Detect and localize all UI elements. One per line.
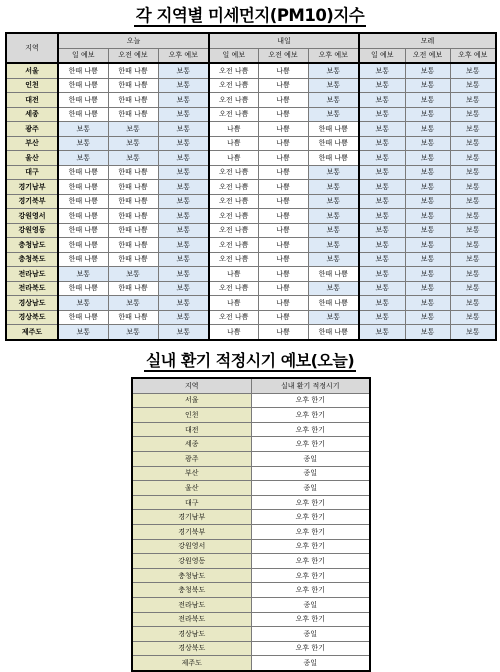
forecast-cell: 한때 나쁨: [108, 93, 158, 108]
table-row: [132, 554, 370, 569]
forecast-cell: 보통: [308, 194, 359, 209]
vent-region-cell: 강원영서: [132, 539, 251, 554]
region-cell: 서울: [6, 63, 58, 78]
forecast-cell: 보통: [359, 223, 405, 238]
forecast-cell: 한때 나쁨: [58, 194, 108, 209]
forecast-cell: 보통: [308, 281, 359, 296]
sub-header: 일 예보: [58, 48, 108, 63]
forecast-cell: 한때 나쁨: [58, 223, 108, 238]
table-row: [6, 107, 496, 122]
forecast-cell: 한때 나쁨: [308, 122, 359, 137]
vent-region-cell: 서울: [132, 393, 251, 408]
vent-time-cell: 종일: [251, 451, 370, 466]
forecast-cell: 보통: [58, 136, 108, 151]
forecast-cell: 나쁨: [258, 325, 308, 340]
forecast-cell: 보통: [359, 209, 405, 224]
forecast-cell: 한때 나쁨: [108, 165, 158, 180]
vent-time-cell: 오후 한기: [251, 568, 370, 583]
forecast-cell: 한때 나쁨: [308, 151, 359, 166]
forecast-cell: 보통: [308, 107, 359, 122]
table-row: [132, 437, 370, 452]
pm10-title-text: 각 지역별 미세먼지(PM10)지수: [135, 6, 365, 25]
forecast-cell: 한때 나쁨: [58, 63, 108, 78]
forecast-cell: 보통: [58, 296, 108, 311]
forecast-cell: 나쁨: [258, 63, 308, 78]
forecast-cell: 보통: [359, 267, 405, 282]
vent-time-cell: 오후 한기: [251, 539, 370, 554]
forecast-cell: 나쁨: [258, 151, 308, 166]
forecast-cell: 보통: [405, 151, 450, 166]
forecast-cell: 나쁨: [209, 267, 258, 282]
forecast-cell: 보통: [405, 310, 450, 325]
forecast-cell: 한때 나쁨: [308, 267, 359, 282]
forecast-cell: 한때 나쁨: [58, 78, 108, 93]
forecast-cell: 보통: [58, 122, 108, 137]
forecast-cell: 보통: [158, 93, 209, 108]
forecast-cell: 보통: [405, 223, 450, 238]
table-row: [132, 568, 370, 583]
forecast-cell: 오전 나쁨: [209, 310, 258, 325]
forecast-cell: 오전 나쁨: [209, 180, 258, 195]
forecast-cell: 보통: [405, 107, 450, 122]
table-row: [132, 539, 370, 554]
vent-region-cell: 전라남도: [132, 597, 251, 612]
forecast-cell: 보통: [405, 194, 450, 209]
forecast-cell: 한때 나쁨: [108, 209, 158, 224]
forecast-cell: 한때 나쁨: [108, 78, 158, 93]
vent-time-cell: 종일: [251, 597, 370, 612]
table-row: [6, 238, 496, 253]
forecast-cell: 나쁨: [258, 93, 308, 108]
vent-time-cell: 오후 한기: [251, 393, 370, 408]
table-row: [6, 136, 496, 151]
ventilation-title: [0, 348, 500, 374]
region-cell: 충청남도: [6, 238, 58, 253]
forecast-cell: 오전 나쁨: [209, 281, 258, 296]
forecast-cell: 나쁨: [258, 180, 308, 195]
vent-region-cell: 경상북도: [132, 641, 251, 656]
region-cell: 세종: [6, 107, 58, 122]
forecast-cell: 보통: [450, 238, 496, 253]
sub-header: 오후 예보: [158, 48, 209, 63]
forecast-cell: 보통: [308, 238, 359, 253]
forecast-cell: 한때 나쁨: [108, 63, 158, 78]
pm10-title: [0, 4, 500, 28]
forecast-cell: 오전 나쁨: [209, 194, 258, 209]
region-cell: 충청북도: [6, 252, 58, 267]
forecast-cell: 보통: [158, 267, 209, 282]
forecast-cell: 나쁨: [209, 325, 258, 340]
forecast-cell: 나쁨: [258, 165, 308, 180]
table-row: [132, 612, 370, 627]
forecast-cell: 보통: [450, 267, 496, 282]
forecast-cell: 보통: [450, 310, 496, 325]
forecast-cell: 보통: [308, 209, 359, 224]
forecast-cell: 한때 나쁨: [108, 107, 158, 122]
forecast-cell: 보통: [450, 296, 496, 311]
table-row: [6, 325, 496, 340]
vent-region-cell: 경기북부: [132, 524, 251, 539]
forecast-cell: 보통: [158, 180, 209, 195]
forecast-cell: 오전 나쁨: [209, 238, 258, 253]
region-cell: 경상북도: [6, 310, 58, 325]
forecast-cell: 한때 나쁨: [58, 238, 108, 253]
forecast-cell: 보통: [359, 63, 405, 78]
forecast-cell: 보통: [158, 325, 209, 340]
region-cell: 경기남부: [6, 180, 58, 195]
forecast-cell: 보통: [405, 296, 450, 311]
forecast-cell: 보통: [450, 325, 496, 340]
table-row: [6, 296, 496, 311]
forecast-cell: 보통: [158, 238, 209, 253]
table-row: [6, 310, 496, 325]
forecast-cell: 오전 나쁨: [209, 165, 258, 180]
table-row: [6, 63, 496, 78]
table-row: [132, 597, 370, 612]
vent-region-cell: 인천: [132, 408, 251, 423]
vent-region-cell: 제주도: [132, 656, 251, 671]
forecast-cell: 보통: [308, 252, 359, 267]
forecast-cell: 오전 나쁨: [209, 252, 258, 267]
forecast-cell: 보통: [108, 325, 158, 340]
forecast-cell: 보통: [450, 209, 496, 224]
forecast-cell: 보통: [405, 252, 450, 267]
forecast-cell: 나쁨: [258, 310, 308, 325]
forecast-cell: 보통: [158, 165, 209, 180]
table-row: [6, 252, 496, 267]
vent-time-cell: 오후 한기: [251, 437, 370, 452]
forecast-cell: 한때 나쁨: [58, 165, 108, 180]
day-header-today: 오늘: [58, 33, 209, 48]
forecast-cell: 보통: [158, 78, 209, 93]
forecast-cell: 오전 나쁨: [209, 93, 258, 108]
sub-header: 오후 예보: [308, 48, 359, 63]
vent-region-cell: 울산: [132, 481, 251, 496]
region-cell: 경기북부: [6, 194, 58, 209]
forecast-cell: 보통: [450, 194, 496, 209]
sub-header: 오후 예보: [450, 48, 496, 63]
forecast-cell: 보통: [359, 281, 405, 296]
forecast-cell: 오전 나쁨: [209, 223, 258, 238]
forecast-cell: 나쁨: [209, 151, 258, 166]
sub-header: 일 예보: [209, 48, 258, 63]
table-row: [132, 393, 370, 408]
table-row: [132, 481, 370, 496]
forecast-cell: 보통: [450, 63, 496, 78]
region-cell: 대구: [6, 165, 58, 180]
forecast-cell: 오전 나쁨: [209, 78, 258, 93]
forecast-cell: 한때 나쁨: [108, 194, 158, 209]
forecast-cell: 나쁨: [209, 136, 258, 151]
forecast-cell: 보통: [58, 325, 108, 340]
forecast-cell: 보통: [158, 151, 209, 166]
forecast-cell: 보통: [405, 325, 450, 340]
forecast-cell: 보통: [108, 267, 158, 282]
forecast-cell: 보통: [450, 180, 496, 195]
forecast-cell: 보통: [359, 310, 405, 325]
table-row: [132, 466, 370, 481]
vent-time-cell: 오후 한기: [251, 510, 370, 525]
table-row: [6, 209, 496, 224]
table-row: [132, 641, 370, 656]
forecast-cell: 보통: [450, 151, 496, 166]
forecast-cell: 보통: [108, 296, 158, 311]
forecast-cell: 오전 나쁨: [209, 209, 258, 224]
forecast-cell: 보통: [359, 107, 405, 122]
forecast-cell: 보통: [450, 78, 496, 93]
forecast-cell: 보통: [450, 252, 496, 267]
forecast-cell: 보통: [450, 281, 496, 296]
table-row: [132, 422, 370, 437]
region-cell: 인천: [6, 78, 58, 93]
forecast-cell: 한때 나쁨: [58, 252, 108, 267]
vent-time-cell: 종일: [251, 627, 370, 642]
forecast-cell: 나쁨: [258, 78, 308, 93]
forecast-cell: 한때 나쁨: [58, 93, 108, 108]
forecast-cell: 보통: [405, 267, 450, 282]
forecast-cell: 보통: [405, 122, 450, 137]
forecast-cell: 보통: [158, 107, 209, 122]
forecast-cell: 보통: [405, 63, 450, 78]
forecast-cell: 한때 나쁨: [308, 136, 359, 151]
table-row: [6, 122, 496, 137]
forecast-cell: 보통: [450, 165, 496, 180]
table-row: [132, 583, 370, 598]
vent-region-cell: 대전: [132, 422, 251, 437]
table-row: [132, 510, 370, 525]
region-cell: 부산: [6, 136, 58, 151]
forecast-cell: 보통: [158, 281, 209, 296]
vent-time-cell: 오후 한기: [251, 495, 370, 510]
vent-time-cell: 종일: [251, 656, 370, 671]
day-header-dayafter: 모레: [359, 33, 496, 48]
forecast-cell: 보통: [405, 93, 450, 108]
table-row: [132, 495, 370, 510]
forecast-cell: 한때 나쁨: [108, 180, 158, 195]
forecast-cell: 보통: [158, 63, 209, 78]
forecast-cell: 보통: [405, 136, 450, 151]
forecast-cell: 보통: [158, 296, 209, 311]
vent-time-cell: 종일: [251, 481, 370, 496]
vent-time-cell: 오후 한기: [251, 422, 370, 437]
header-row-periods: [6, 48, 496, 63]
forecast-cell: 보통: [308, 180, 359, 195]
vent-region-cell: 전라북도: [132, 612, 251, 627]
forecast-cell: 보통: [158, 122, 209, 137]
region-cell: 울산: [6, 151, 58, 166]
forecast-cell: 나쁨: [258, 223, 308, 238]
forecast-cell: 보통: [405, 209, 450, 224]
region-cell: 제주도: [6, 325, 58, 340]
table-row: [6, 93, 496, 108]
table-row: [6, 194, 496, 209]
forecast-cell: 한때 나쁨: [58, 180, 108, 195]
table-row: [6, 151, 496, 166]
table-row: [132, 627, 370, 642]
forecast-cell: 한때 나쁨: [108, 252, 158, 267]
vent-region-cell: 충청북도: [132, 583, 251, 598]
table-row: [132, 524, 370, 539]
vent-region-cell: 광주: [132, 451, 251, 466]
table-row: [132, 656, 370, 671]
forecast-cell: 한때 나쁨: [58, 281, 108, 296]
table-row: [132, 408, 370, 423]
forecast-cell: 보통: [58, 267, 108, 282]
sub-header: 오전 예보: [258, 48, 308, 63]
ventilation-title-text: 실내 환기 적정시기 예보(오늘): [145, 351, 355, 370]
forecast-cell: 보통: [359, 238, 405, 253]
forecast-cell: 보통: [359, 296, 405, 311]
forecast-cell: 한때 나쁨: [108, 310, 158, 325]
forecast-cell: 한때 나쁨: [58, 107, 108, 122]
pm10-table: [5, 32, 497, 341]
forecast-cell: 보통: [359, 180, 405, 195]
forecast-cell: 오전 나쁨: [209, 63, 258, 78]
forecast-cell: 보통: [359, 165, 405, 180]
vent-region-cell: 강원영동: [132, 554, 251, 569]
table-row: [6, 180, 496, 195]
forecast-cell: 보통: [158, 194, 209, 209]
forecast-cell: 나쁨: [258, 296, 308, 311]
forecast-cell: 보통: [158, 223, 209, 238]
forecast-cell: 보통: [359, 151, 405, 166]
forecast-cell: 나쁨: [258, 267, 308, 282]
forecast-cell: 보통: [359, 78, 405, 93]
region-cell: 광주: [6, 122, 58, 137]
vent-region-cell: 경기남부: [132, 510, 251, 525]
forecast-cell: 보통: [450, 107, 496, 122]
forecast-cell: 보통: [308, 63, 359, 78]
forecast-cell: 보통: [405, 165, 450, 180]
forecast-cell: 보통: [308, 93, 359, 108]
forecast-cell: 나쁨: [209, 122, 258, 137]
forecast-cell: 보통: [450, 93, 496, 108]
forecast-cell: 나쁨: [209, 296, 258, 311]
forecast-cell: 한때 나쁨: [308, 296, 359, 311]
forecast-cell: 나쁨: [258, 209, 308, 224]
vent-header-region: 지역: [132, 378, 251, 393]
region-cell: 전라남도: [6, 267, 58, 282]
region-cell: 강원영동: [6, 223, 58, 238]
table-row: [6, 223, 496, 238]
forecast-cell: 보통: [108, 151, 158, 166]
table-row: [6, 267, 496, 282]
sub-header: 오전 예보: [405, 48, 450, 63]
forecast-cell: 보통: [450, 223, 496, 238]
forecast-cell: 나쁨: [258, 238, 308, 253]
forecast-cell: 나쁨: [258, 281, 308, 296]
forecast-cell: 나쁨: [258, 252, 308, 267]
vent-region-cell: 충청남도: [132, 568, 251, 583]
forecast-cell: 보통: [450, 136, 496, 151]
ventilation-header-row: [132, 378, 370, 393]
region-cell: 전라북도: [6, 281, 58, 296]
vent-time-cell: 오후 한기: [251, 554, 370, 569]
sub-header: 일 예보: [359, 48, 405, 63]
forecast-cell: 한때 나쁨: [108, 223, 158, 238]
forecast-cell: 한때 나쁨: [108, 238, 158, 253]
vent-header-time: 실내 환기 적정시기: [251, 378, 370, 393]
forecast-cell: 보통: [450, 122, 496, 137]
forecast-cell: 보통: [359, 93, 405, 108]
forecast-cell: 보통: [359, 122, 405, 137]
forecast-cell: 보통: [405, 78, 450, 93]
vent-time-cell: 오후 한기: [251, 408, 370, 423]
region-cell: 경상남도: [6, 296, 58, 311]
forecast-cell: 나쁨: [258, 122, 308, 137]
forecast-cell: 보통: [158, 209, 209, 224]
forecast-cell: 보통: [158, 252, 209, 267]
forecast-cell: 보통: [308, 78, 359, 93]
forecast-cell: 나쁨: [258, 107, 308, 122]
forecast-cell: 보통: [308, 223, 359, 238]
forecast-cell: 보통: [359, 252, 405, 267]
forecast-cell: 나쁨: [258, 136, 308, 151]
header-row-days: [6, 33, 496, 48]
vent-time-cell: 오후 한기: [251, 583, 370, 598]
forecast-cell: 한때 나쁨: [108, 281, 158, 296]
forecast-cell: 보통: [405, 238, 450, 253]
forecast-cell: 보통: [359, 194, 405, 209]
vent-time-cell: 오후 한기: [251, 641, 370, 656]
vent-time-cell: 오후 한기: [251, 524, 370, 539]
day-header-tomorrow: 내일: [209, 33, 359, 48]
vent-region-cell: 부산: [132, 466, 251, 481]
forecast-cell: 한때 나쁨: [58, 310, 108, 325]
forecast-cell: 보통: [158, 136, 209, 151]
table-row: [132, 451, 370, 466]
table-row: [6, 165, 496, 180]
forecast-cell: 한때 나쁨: [58, 209, 108, 224]
table-row: [6, 78, 496, 93]
vent-region-cell: 대구: [132, 495, 251, 510]
forecast-cell: 보통: [359, 325, 405, 340]
vent-region-cell: 세종: [132, 437, 251, 452]
forecast-cell: 보통: [359, 136, 405, 151]
forecast-cell: 보통: [108, 136, 158, 151]
region-cell: 대전: [6, 93, 58, 108]
vent-time-cell: 오후 한기: [251, 612, 370, 627]
forecast-cell: 보통: [58, 151, 108, 166]
vent-time-cell: 종일: [251, 466, 370, 481]
forecast-cell: 오전 나쁨: [209, 107, 258, 122]
forecast-cell: 나쁨: [258, 194, 308, 209]
forecast-cell: 보통: [108, 122, 158, 137]
forecast-cell: 한때 나쁨: [308, 325, 359, 340]
forecast-cell: 보통: [158, 310, 209, 325]
forecast-cell: 보통: [308, 310, 359, 325]
forecast-cell: 보통: [308, 165, 359, 180]
table-row: [6, 281, 496, 296]
ventilation-table: [131, 377, 371, 672]
forecast-cell: 보통: [405, 180, 450, 195]
sub-header: 오전 예보: [108, 48, 158, 63]
region-cell: 강원영서: [6, 209, 58, 224]
forecast-cell: 보통: [405, 281, 450, 296]
region-header: 지역: [6, 33, 58, 63]
vent-region-cell: 경상남도: [132, 627, 251, 642]
